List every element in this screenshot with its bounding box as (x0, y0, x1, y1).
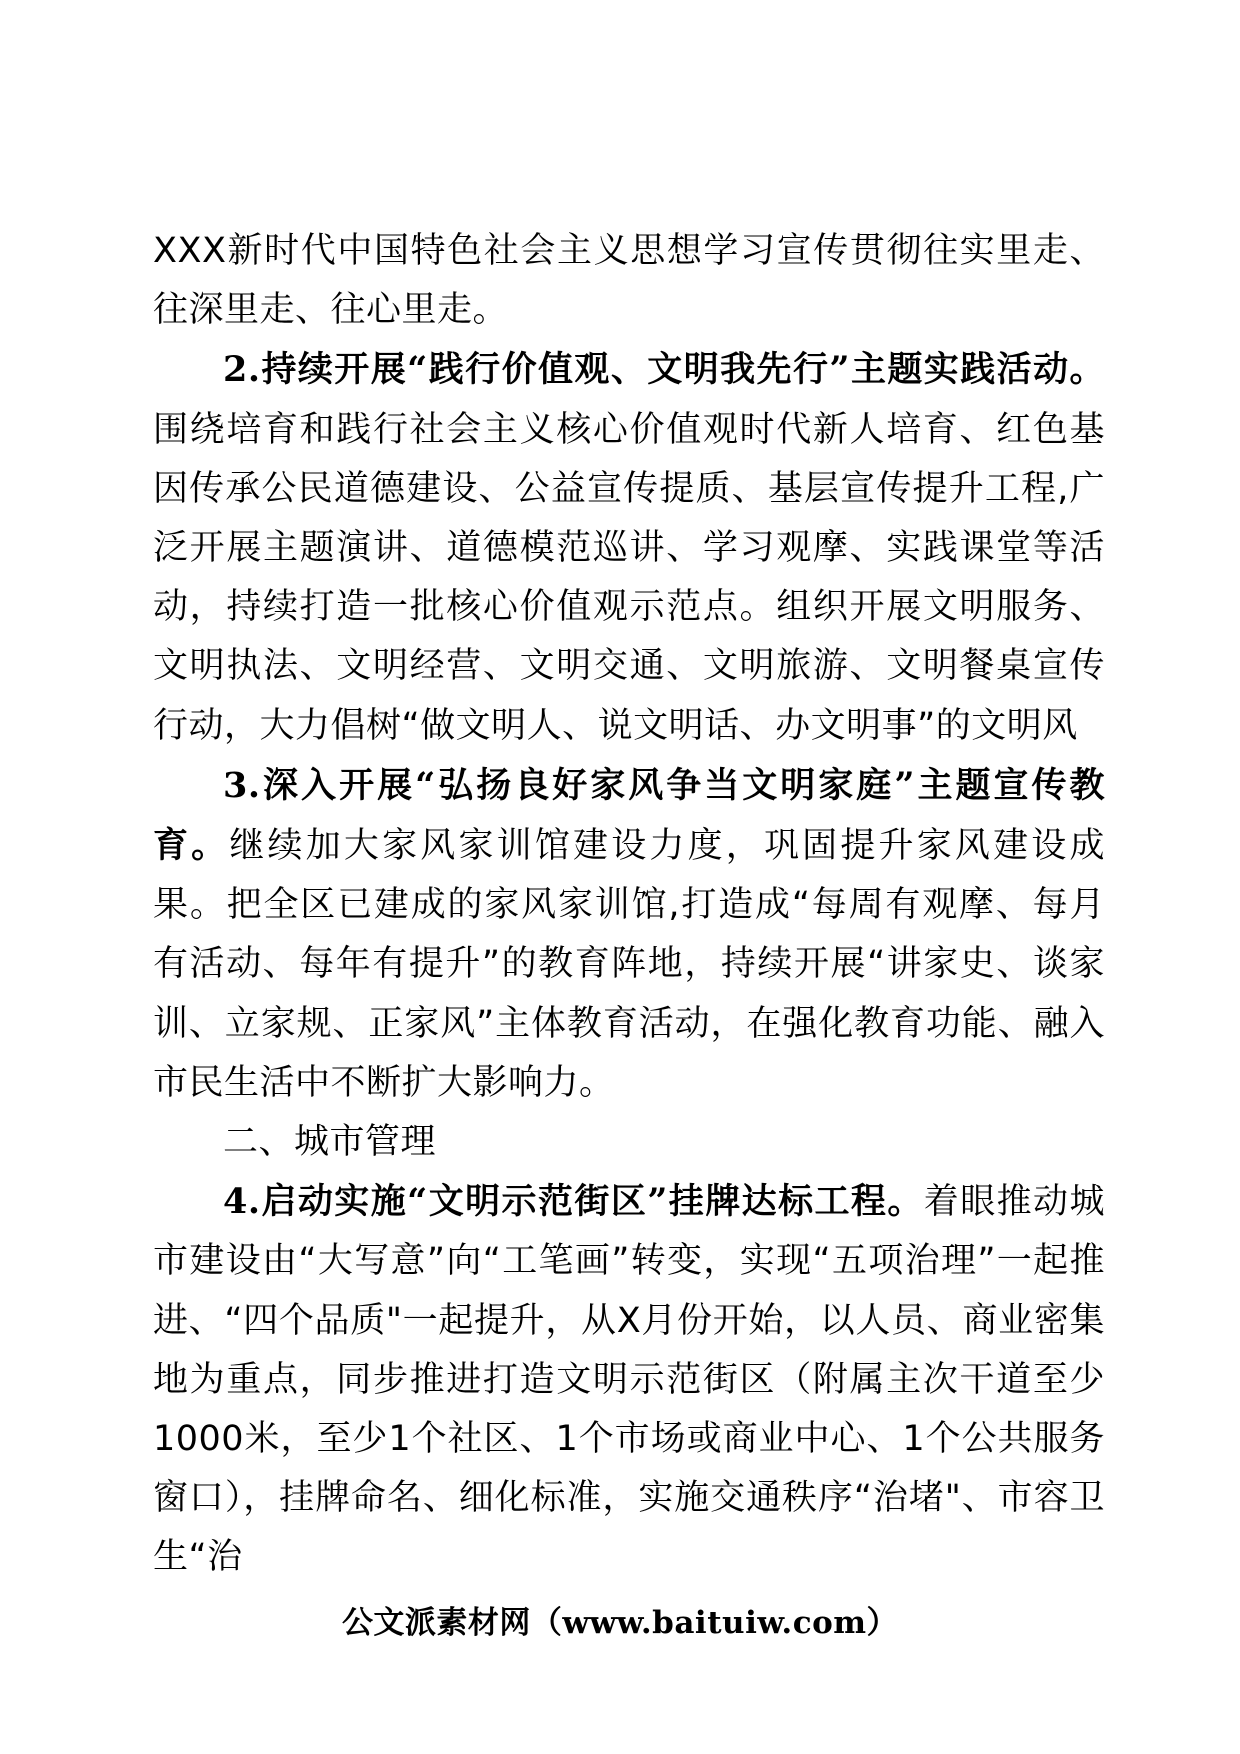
paragraph-text: 继续加大家风家训馆建设力度，巩固提升家风建设成果。把全区已建成的家风家训馆,打造成“每周有观摩、每月有活动、每年有提升”的教育阵地，持续开展“讲家史、谈家训、立家规、正家风”主体教育活动，在强化教育功能、融入市民生活中不断扩大影响力。 (153, 826, 1105, 1103)
paragraph-item-3 (153, 756, 1105, 1113)
section-heading: 二、城市管理 (223, 1122, 437, 1163)
paragraph-lead: 4.启动实施“文明示范街区”挂牌达标工程。 (223, 1181, 924, 1223)
paragraph-text: 着眼推动城市建设由“大写意”向“工笔画”转变，实现“五项治理”一起推进、“四个品质"一起提升，从X月份开始，以人员、商业密集地为重点，同步推进打造文明示范街区（附属主次干道至少1000米，至少1个社区、1个市场或商业中心、1个公共服务窗口），挂牌命名、细化标准，实施交通秩序“治堵"、市容卫生“治 (153, 1182, 1105, 1578)
paragraph-lead: 2.持续开展“践行价值观、文明我先行”主题实践活动。 (223, 349, 1105, 391)
paragraph-item-2 (153, 340, 1105, 755)
footer-watermark: 公文派素材网（www.baituiw.com） (341, 1605, 899, 1641)
paragraph-continuation (153, 222, 1105, 340)
document-body (153, 222, 1105, 1588)
paragraph-text: 围绕培育和践行社会主义核心价值观时代新人培育、红色基因传承公民道德建设、公益宣传提质、基层宣传提升工程,广泛开展主题演讲、道德模范巡讲、学习观摩、实践课堂等活动，持续打造一批核心价值观示范点。组织开展文明服务、文明执法、文明经营、文明交通、文明旅游、文明餐桌宣传行动，大力倡树“做文明人、说文明话、办文明事”的文明风 (153, 409, 1105, 746)
paragraph-item-4 (153, 1172, 1105, 1587)
paragraph-lead: 3.深入开展“弘扬良好家风争当文明家庭”主题宣传教育。 (153, 764, 1105, 867)
paragraph-text: XXX新时代中国特色社会主义思想学习宣传贯彻往实里走、往深里走、往心里走。 (153, 231, 1105, 331)
